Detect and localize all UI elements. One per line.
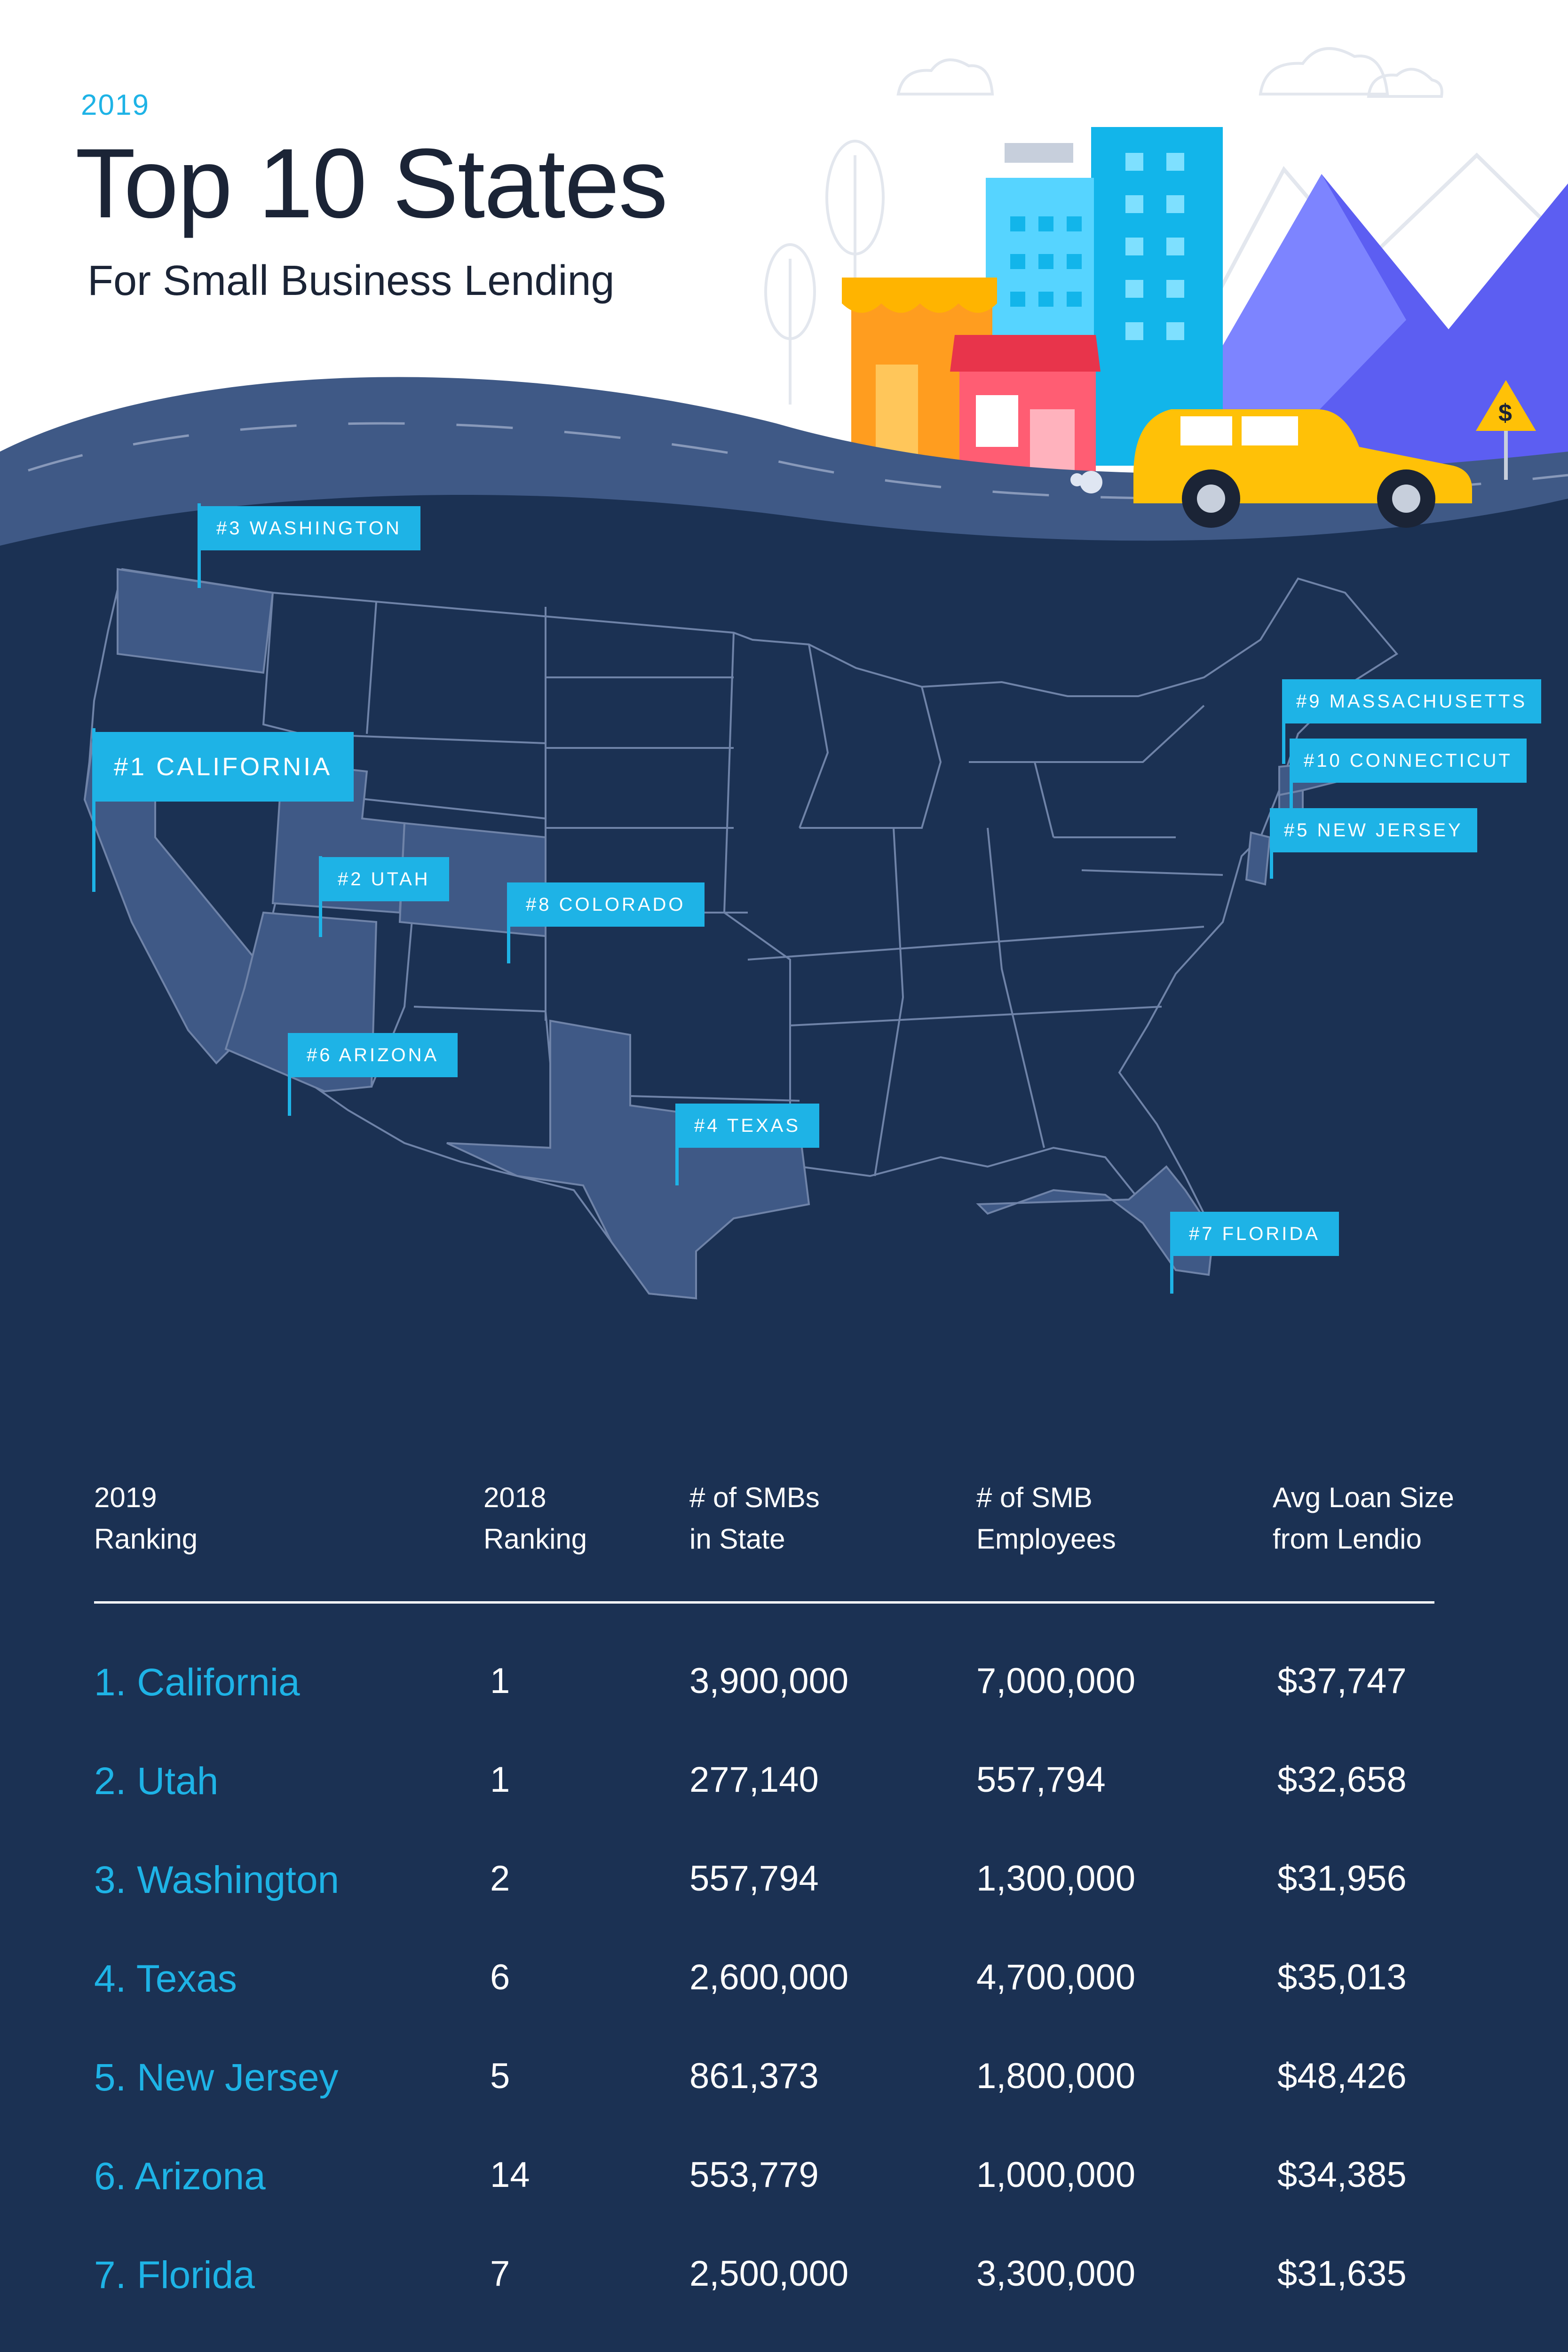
header-employees: # of SMB Employees — [976, 1482, 1116, 1555]
header-avg-loan: Avg Loan Size from Lendio — [1273, 1482, 1454, 1555]
avg-loan: $35,013 — [1277, 1957, 1407, 1997]
avg-loan: $37,747 — [1277, 1661, 1407, 1701]
state-name: 5. New Jersey — [94, 2056, 339, 2099]
rank-2018: 2 — [490, 1859, 510, 1899]
rank-2018: 1 — [490, 1661, 510, 1701]
flag-utah: #2 UTAH — [319, 857, 449, 901]
rank-2018: 5 — [490, 2056, 510, 2096]
flag-washington: #3 WASHINGTON — [198, 506, 420, 550]
table-row — [0, 1759, 1568, 1835]
employees-count: 4,700,000 — [976, 1957, 1136, 1997]
state-texas — [447, 1021, 809, 1298]
page-subtitle: For Small Business Lending — [87, 257, 615, 304]
flag-colorado: #8 COLORADO — [507, 882, 705, 927]
table-row — [0, 2056, 1568, 2131]
avg-loan: $32,658 — [1277, 1760, 1407, 1800]
header-smbs: # of SMBs in State — [689, 1482, 820, 1555]
smbs-count: 2,600,000 — [689, 1957, 849, 1997]
smbs-count: 861,373 — [689, 2056, 819, 2096]
employees-count: 3,300,000 — [976, 2254, 1136, 2294]
avg-loan: $31,635 — [1277, 2254, 1407, 2294]
employees-count: 557,794 — [976, 1760, 1106, 1800]
table-row — [0, 1661, 1568, 1736]
table-row — [0, 1858, 1568, 1933]
header-rank-2018: 2018 Ranking — [483, 1482, 587, 1555]
avg-loan: $48,426 — [1277, 2056, 1407, 2096]
state-name: 7. Florida — [94, 2254, 255, 2296]
highlighted-states — [85, 569, 1340, 1298]
table-row — [0, 1957, 1568, 2032]
state-name: 2. Utah — [94, 1760, 219, 1803]
us-map — [0, 499, 1568, 1411]
state-new-jersey — [1246, 833, 1270, 884]
smbs-count: 557,794 — [689, 1859, 819, 1899]
smbs-count: 553,779 — [689, 2155, 819, 2195]
year-label: 2019 — [81, 89, 150, 121]
flag-california: #1 CALIFORNIA — [92, 732, 354, 802]
table-row — [0, 2253, 1568, 2328]
employees-count: 1,800,000 — [976, 2056, 1136, 2096]
dollar-sign-text: $ — [1498, 399, 1512, 427]
rank-2018: 14 — [490, 2155, 530, 2195]
employees-count: 1,000,000 — [976, 2155, 1136, 2195]
rank-2018: 7 — [490, 2254, 510, 2294]
employees-count: 7,000,000 — [976, 1661, 1136, 1701]
rank-2018: 1 — [490, 1760, 510, 1800]
state-name: 3. Washington — [94, 1859, 340, 1901]
flag-arizona: #6 ARIZONA — [288, 1033, 458, 1077]
state-name: 4. Texas — [94, 1957, 237, 2000]
flag-new-jersey: #5 NEW JERSEY — [1270, 808, 1477, 852]
smbs-count: 2,500,000 — [689, 2254, 849, 2294]
smbs-count: 277,140 — [689, 1760, 819, 1800]
rank-2018: 6 — [490, 1957, 510, 1997]
header-divider — [94, 1601, 1434, 1604]
page-title: Top 10 States — [75, 128, 667, 238]
flag-texas: #4 TEXAS — [675, 1104, 819, 1148]
state-name: 6. Arizona — [94, 2155, 266, 2198]
state-name: 1. California — [94, 1661, 300, 1704]
flag-connecticut: #10 CONNECTICUT — [1290, 739, 1527, 783]
header-rank-2019: 2019 Ranking — [94, 1482, 198, 1555]
avg-loan: $34,385 — [1277, 2155, 1407, 2195]
state-washington — [118, 569, 273, 673]
table-row — [0, 2154, 1568, 2230]
employees-count: 1,300,000 — [976, 1859, 1136, 1899]
smbs-count: 3,900,000 — [689, 1661, 849, 1701]
flag-massachusetts: #9 MASSACHUSETTS — [1282, 679, 1541, 723]
flag-florida: #7 FLORIDA — [1170, 1212, 1339, 1256]
avg-loan: $31,956 — [1277, 1859, 1407, 1899]
